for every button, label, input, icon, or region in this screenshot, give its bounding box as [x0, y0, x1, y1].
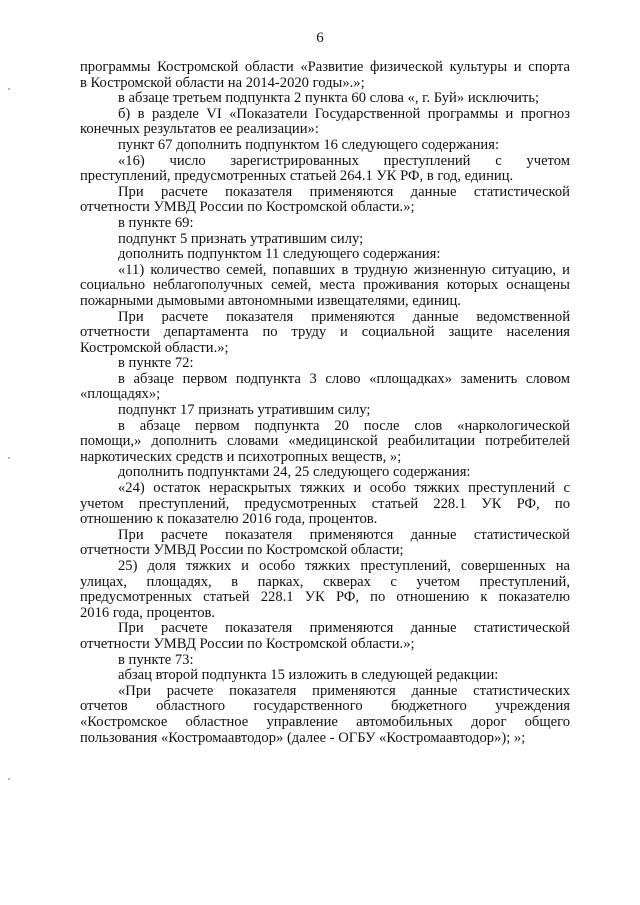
page-number: 6: [316, 30, 324, 46]
text-line: в абзаце первом подпункта 20 после слов «наркологической: [118, 417, 570, 434]
text-line: дополнить подпунктом 11 следующего содержания:: [118, 246, 441, 263]
text-line: конечных результатов ее реализации»:: [80, 121, 319, 138]
text-line: отчетности УМВД России по Костромской области.»;: [80, 199, 415, 216]
text-line: преступлений, предусмотренных статьей 264.1 УК РФ, в год, единиц.: [80, 168, 514, 185]
document-body: [80, 60, 570, 746]
text-line: пункт 67 дополнить подпунктом 16 следующего содержания:: [118, 136, 500, 153]
text-line: отчетов областного государственного бюджетного учреждения: [80, 698, 570, 715]
text-line: «площадях»;: [80, 386, 161, 403]
text-line: При расчете показателя применяются данные статистической: [118, 526, 570, 543]
text-line: пожарными дымовыми автономными извещателями, единиц.: [80, 292, 461, 309]
text-line: Костромской области.»;: [80, 339, 229, 356]
text-line: подпункт 17 признать утратившим силу;: [118, 402, 371, 419]
text-line: абзац второй подпункта 15 изложить в следующей редакции:: [118, 667, 499, 684]
text-line: При расчете показателя применяются данные статистической: [118, 183, 570, 200]
text-line: отчетности УМВД России по Костромской области;: [80, 542, 404, 559]
text-line: в пункте 69:: [118, 214, 194, 231]
scan-artifact: [8, 778, 10, 780]
text-line: в абзаце третьем подпункта 2 пункта 60 слова «, г. Буй» исключить;: [118, 90, 540, 107]
text-line: в пункте 72:: [118, 355, 194, 372]
text-line: пользования «Костромаавтодор» (далее - ОГБУ «Костромаавтодор»); »;: [80, 729, 526, 746]
text-line: предусмотренных статьей 228.1 УК РФ, по отношению к показателю: [80, 589, 570, 606]
text-line: «24) остаток нераскрытых тяжких и особо тяжких преступлений с: [118, 480, 570, 497]
text-line: «Костромское областное управление автомобильных дорог общего: [80, 713, 570, 730]
text-line: в Костромской области на 2014-2020 годы».»;: [80, 74, 365, 91]
text-line: наркотических средств и психотропных веществ, »;: [80, 448, 402, 465]
text-line: 2016 года, процентов.: [80, 604, 216, 621]
text-line: помощи,» дополнить словами «медицинской реабилитации потребителей: [80, 433, 570, 450]
text-line: б) в разделе VI «Показатели Государственной программы и прогноз: [118, 105, 570, 122]
text-line: улицах, площадях, в парках, скверах с учетом преступлений,: [80, 573, 570, 590]
text-line: социально неблагополучных семей, места проживания которых оснащены: [80, 277, 570, 294]
text-line: При расчете показателя применяются данные статистической: [118, 620, 570, 637]
text-line: учетом преступлений, предусмотренных статьей 228.1 УК РФ, по: [80, 495, 570, 512]
text-line: отчетности УМВД России по Костромской области.»;: [80, 635, 415, 652]
text-line: «16) число зарегистрированных преступлений с учетом: [118, 152, 570, 169]
scan-artifact: [8, 457, 10, 459]
text-line: программы Костромской области «Развитие физической культуры и спорта: [80, 59, 570, 75]
scan-artifact: [8, 88, 10, 90]
text-line: При расчете показателя применяются данные ведомственной: [118, 308, 570, 325]
text-line: в абзаце первом подпункта 3 слово «площадках» заменить словом: [118, 370, 570, 387]
text-line: отчетности департамента по труду и социальной защите населения: [80, 324, 570, 341]
text-line: «11) количество семей, попавших в трудную жизненную ситуацию, и: [118, 261, 570, 278]
text-line: «При расчете показателя применяются данные статистических: [118, 682, 570, 699]
text-line: подпункт 5 признать утратившим силу;: [118, 230, 364, 247]
text-line: в пункте 73:: [118, 651, 194, 668]
text-line: отношению к показателю 2016 года, процентов.: [80, 511, 378, 528]
text-line: дополнить подпунктами 24, 25 следующего содержания:: [118, 464, 471, 481]
text-line: 25) доля тяжких и особо тяжких преступлений, совершенных на: [118, 558, 570, 574]
